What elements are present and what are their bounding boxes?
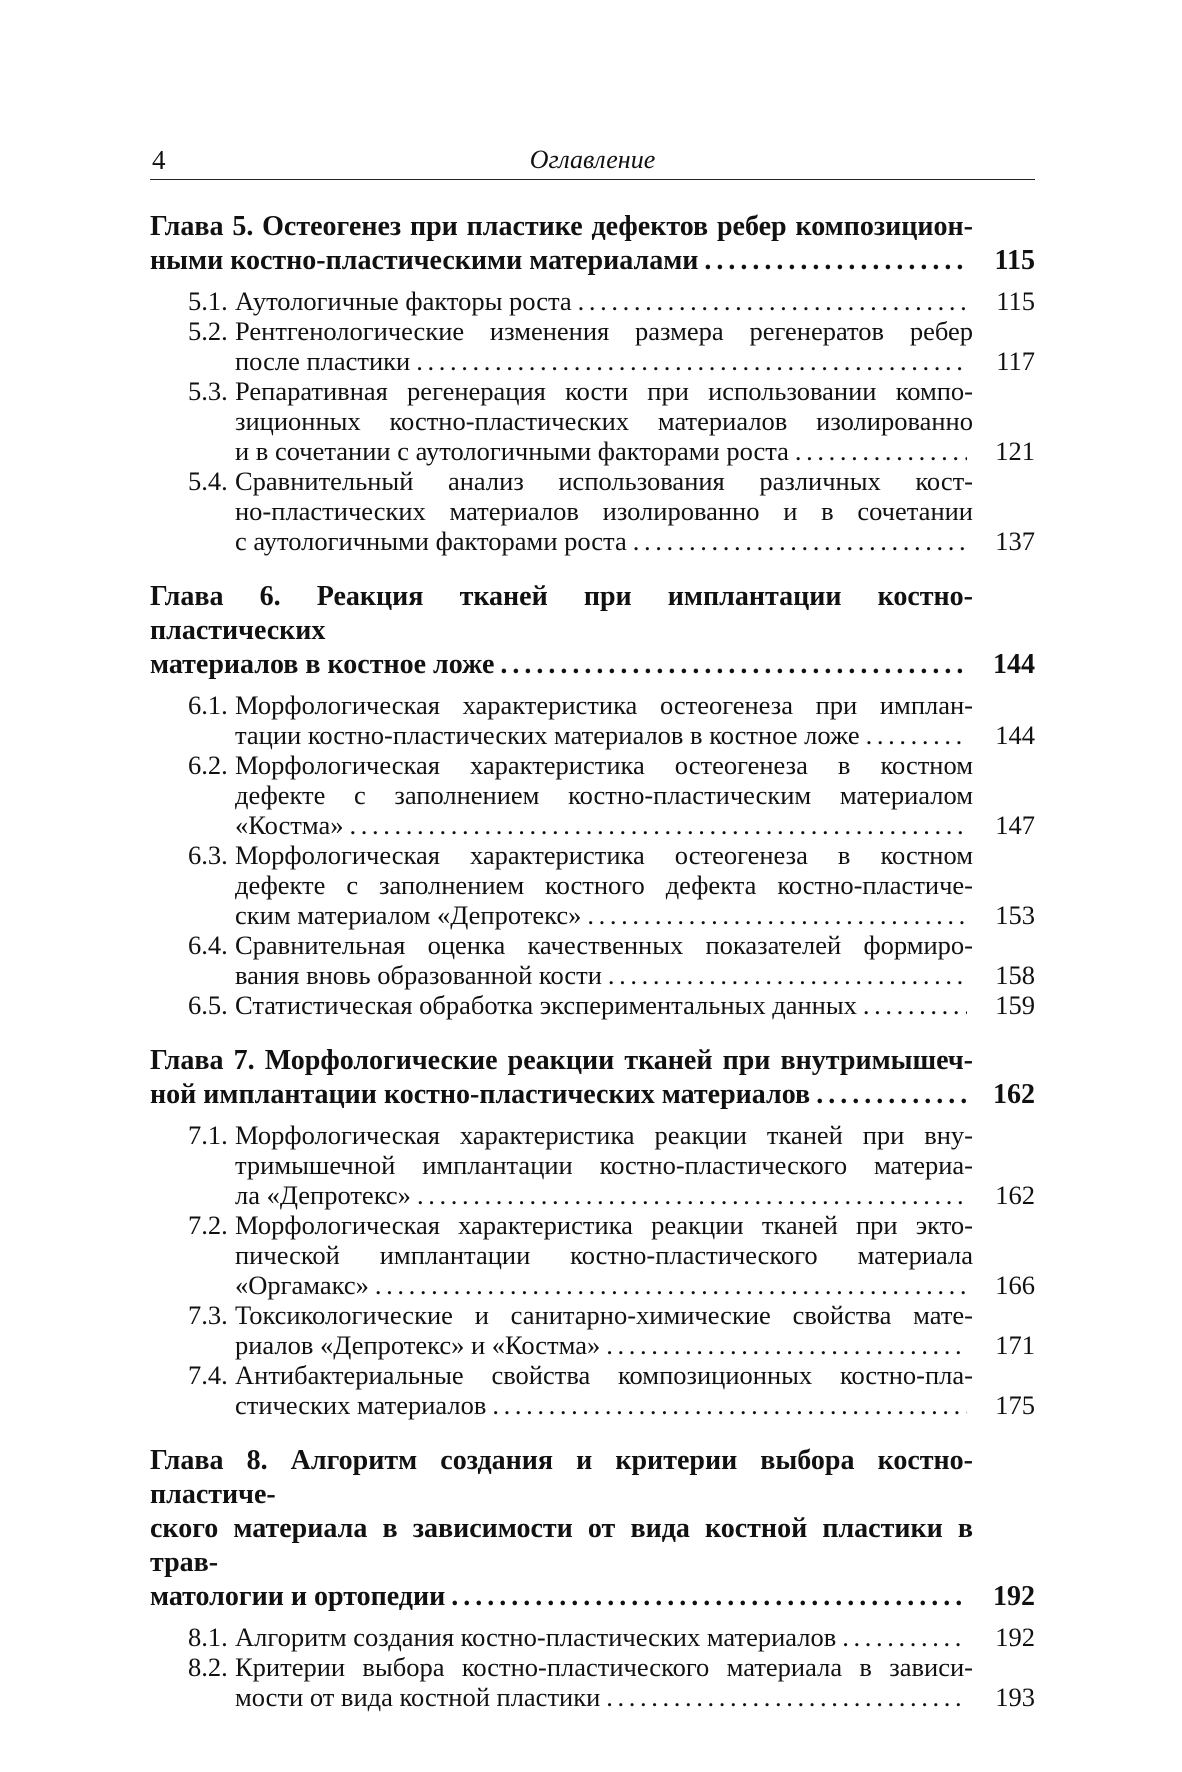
dot-leader: [608, 960, 967, 990]
section-title-line: [188, 1240, 1035, 1270]
section-number: 8.2.: [188, 1652, 228, 1682]
section-title-text: пической имплантации костно-пластического материала: [235, 1240, 973, 1270]
section-page-number: 193: [995, 1682, 1035, 1712]
toc-section-entry[interactable]: [150, 930, 1035, 990]
section-title-text: тримышечной имплантации костно-пластического материа-: [235, 1150, 973, 1180]
chapter-title-line: Глава 7. Морфологические реакции тканей при внутримышеч-: [150, 1045, 973, 1076]
section-title-text: Токсикологические и санитарно-химические свойства мате-: [235, 1300, 973, 1330]
section-number: 7.2.: [188, 1210, 228, 1240]
section-title-line-last: [188, 1682, 1035, 1712]
section-title-text: Алгоритм создания костно-пластических материалов: [235, 1622, 837, 1652]
section-page-number: 159: [995, 990, 1035, 1020]
section-title-text: с аутологичными факторами роста: [235, 526, 627, 556]
header-title: Оглавление: [529, 145, 656, 174]
section-title-text: дефекте с заполнением костного дефекта костно-пластиче-: [235, 870, 973, 900]
section-number: 8.1.: [188, 1622, 228, 1652]
chapter-title-text: матологии и ортопедии: [150, 1581, 446, 1612]
chapter-title-line: Глава 8. Алгоритм создания и критерии выбора костно-пластиче-: [150, 1445, 973, 1510]
section-title-text: Антибактериальные свойства композиционных костно-пла-: [235, 1360, 973, 1390]
dot-leader: [587, 900, 967, 930]
section-title-line-last: [188, 1622, 1035, 1652]
section-title-line-last: [188, 720, 1035, 750]
running-header: [150, 143, 1035, 180]
section-title-line: [188, 750, 1035, 780]
toc-chapter-entry[interactable]: [150, 210, 1035, 278]
section-title-line: [188, 1300, 1035, 1330]
section-page-number: 158: [995, 960, 1035, 990]
toc-section-entry[interactable]: [150, 990, 1035, 1020]
section-number: 6.2.: [188, 750, 228, 780]
section-title-text: ским материалом «Депротекс»: [235, 900, 582, 930]
dot-leader: [500, 648, 967, 682]
section-page-number: 175: [995, 1390, 1035, 1420]
section-number: 5.4.: [188, 466, 228, 496]
section-title-line-last: [188, 990, 1035, 1020]
section-title-text: Морфологическая характеристика реакции тканей при экто-: [235, 1210, 973, 1240]
section-title-text: мости от вида костной пластики: [235, 1682, 601, 1712]
section-title-line-last: [188, 436, 1035, 466]
dot-leader: [375, 1270, 967, 1300]
section-page-number: 162: [995, 1180, 1035, 1210]
toc-section-entry[interactable]: [150, 1652, 1035, 1712]
chapter-page-number: 162: [993, 1079, 1035, 1110]
dot-leader: [349, 810, 967, 840]
section-title-line: [188, 376, 1035, 406]
table-of-contents: [150, 210, 1035, 1712]
chapter-title-text: ными костно-пластическими материалами: [150, 245, 699, 276]
chapter-title-line: ского материала в зависимости от вида костной пластики в трав-: [150, 1513, 973, 1578]
toc-section-entry[interactable]: [150, 1300, 1035, 1360]
section-number: 6.4.: [188, 930, 228, 960]
dot-leader: [704, 244, 967, 278]
section-title-line: [188, 930, 1035, 960]
dot-leader: [842, 1622, 967, 1652]
section-number: 6.3.: [188, 840, 228, 870]
section-title-text: и в сочетании с аутологичными факторами роста: [235, 436, 789, 466]
section-title-text: Репаративная регенерация кости при использовании компо-: [235, 376, 973, 406]
section-page-number: 192: [995, 1622, 1035, 1652]
toc-section-entry[interactable]: [150, 840, 1035, 930]
section-title-text: Морфологическая характеристика реакции тканей при вну-: [235, 1120, 973, 1150]
toc-section-entry[interactable]: [150, 1360, 1035, 1420]
section-title-line: [188, 870, 1035, 900]
section-title-text: но-пластических материалов изолированно и в сочетании: [235, 496, 973, 526]
section-title-text: риалов «Депротекс» и «Костма»: [235, 1330, 601, 1360]
toc-section-entry[interactable]: [150, 1210, 1035, 1300]
section-title-line: [188, 496, 1035, 526]
chapter-page-number: 144: [993, 649, 1035, 680]
section-page-number: 147: [995, 810, 1035, 840]
spacer: [150, 278, 1035, 286]
section-title-text: «Оргамакс»: [235, 1270, 369, 1300]
section-number: 5.1.: [188, 286, 228, 316]
dot-leader: [606, 1682, 967, 1712]
section-title-text: Сравнительная оценка качественных показателей формиро-: [235, 930, 973, 960]
section-title-text: стических материалов: [235, 1390, 487, 1420]
dot-leader: [816, 1078, 967, 1112]
section-title-text: вания вновь образованной кости: [235, 960, 602, 990]
section-title-line: [188, 1120, 1035, 1150]
section-title-line-last: [188, 810, 1035, 840]
section-title-line: [188, 466, 1035, 496]
section-title-text: после пластики: [235, 346, 411, 376]
chapter-page-number: 192: [993, 1581, 1035, 1612]
section-title-text: «Костма»: [235, 810, 344, 840]
section-title-text: тации костно-пластических материалов в костное ложе: [235, 720, 860, 750]
section-title-line: [188, 406, 1035, 436]
section-title-text: дефекте с заполнением костно-пластическим материалом: [235, 780, 973, 810]
chapter-title-line-last: [150, 1580, 1035, 1614]
section-title-line-last: [188, 1330, 1035, 1360]
dot-leader: [492, 1390, 967, 1420]
section-number: 7.1.: [188, 1120, 228, 1150]
section-title-line-last: [188, 526, 1035, 556]
toc-section-entry[interactable]: [150, 316, 1035, 376]
chapter-title-line: Глава 5. Остеогенез при пластике дефектов ребер композицион-: [150, 211, 973, 242]
chapter-title-line-last: [150, 244, 1035, 278]
section-page-number: 144: [995, 720, 1035, 750]
toc-section-entry[interactable]: [150, 690, 1035, 750]
toc-section-entry[interactable]: [150, 376, 1035, 466]
dot-leader: [416, 346, 967, 376]
section-title-line-last: [188, 900, 1035, 930]
section-page-number: 171: [995, 1330, 1035, 1360]
section-title-text: ла «Депротекс»: [235, 1180, 411, 1210]
chapter-title-line: Глава 6. Реакция тканей при имплантации костно-пластических: [150, 581, 973, 646]
section-title-text: Морфологическая характеристика остеогенеза при имплан-: [235, 690, 973, 720]
book-page: [150, 0, 1035, 1772]
spacer: [150, 1020, 1035, 1044]
section-title-line: [188, 1150, 1035, 1180]
section-title-text: Аутологичные факторы роста: [235, 286, 572, 316]
dot-leader: [866, 720, 967, 750]
section-page-number: 137: [995, 526, 1035, 556]
spacer: [150, 1112, 1035, 1120]
section-title-line-last: [188, 1270, 1035, 1300]
section-title-text: Морфологическая характеристика остеогенеза в костном: [235, 840, 973, 870]
section-page-number: 117: [996, 346, 1035, 376]
spacer: [150, 1614, 1035, 1622]
dot-leader: [606, 1330, 967, 1360]
dot-leader: [795, 436, 967, 466]
section-title-line: [188, 690, 1035, 720]
section-title-line: [188, 1652, 1035, 1682]
section-title-line-last: [188, 286, 1035, 316]
section-title-text: Критерии выбора костно-пластического материала в зависи-: [235, 1652, 973, 1682]
section-title-line: [188, 1210, 1035, 1240]
toc-chapter-entry[interactable]: [150, 1044, 1035, 1112]
section-page-number: 166: [995, 1270, 1035, 1300]
section-title-line: [188, 840, 1035, 870]
section-number: 6.1.: [188, 690, 228, 720]
dot-leader: [417, 1180, 967, 1210]
section-title-line-last: [188, 346, 1035, 376]
toc-section-entry[interactable]: [150, 286, 1035, 316]
section-number: 5.2.: [188, 316, 228, 346]
section-page-number: 115: [996, 286, 1035, 316]
toc-section-entry[interactable]: [150, 1120, 1035, 1210]
section-title-line-last: [188, 960, 1035, 990]
section-number: 6.5.: [188, 990, 228, 1020]
chapter-page-number: 115: [994, 245, 1035, 276]
section-title-line: [188, 1360, 1035, 1390]
page-number: 4: [152, 145, 166, 175]
section-title-text: Статистическая обработка экспериментальных данных: [235, 990, 857, 1020]
section-number: 7.4.: [188, 1360, 228, 1390]
toc-chapter-entry[interactable]: [150, 580, 1035, 682]
dot-leader: [863, 990, 967, 1020]
section-title-line-last: [188, 1390, 1035, 1420]
toc-section-entry[interactable]: [150, 466, 1035, 556]
section-title-line: [188, 780, 1035, 810]
section-number: 5.3.: [188, 376, 228, 406]
dot-leader: [633, 526, 967, 556]
toc-chapter-entry[interactable]: [150, 1444, 1035, 1614]
spacer: [150, 682, 1035, 690]
section-title-text: Морфологическая характеристика остеогенеза в костном: [235, 750, 973, 780]
spacer: [150, 1420, 1035, 1444]
section-title-line: [188, 316, 1035, 346]
section-page-number: 121: [995, 436, 1035, 466]
chapter-title-text: ной имплантации костно-пластических материалов: [150, 1079, 811, 1110]
section-title-text: зиционных костно-пластических материалов изолированно: [235, 406, 973, 436]
toc-section-entry[interactable]: [150, 1622, 1035, 1652]
spacer: [150, 556, 1035, 580]
chapter-title-line-last: [150, 648, 1035, 682]
chapter-title-line-last: [150, 1078, 1035, 1112]
section-title-text: Сравнительный анализ использования различных кост-: [235, 466, 973, 496]
dot-leader: [578, 286, 967, 316]
section-title-line-last: [188, 1180, 1035, 1210]
chapter-title-text: материалов в костное ложе: [150, 649, 495, 680]
section-page-number: 153: [995, 900, 1035, 930]
section-title-text: Рентгенологические изменения размера регенератов ребер: [235, 316, 973, 346]
dot-leader: [451, 1580, 967, 1614]
toc-section-entry[interactable]: [150, 750, 1035, 840]
section-number: 7.3.: [188, 1300, 228, 1330]
